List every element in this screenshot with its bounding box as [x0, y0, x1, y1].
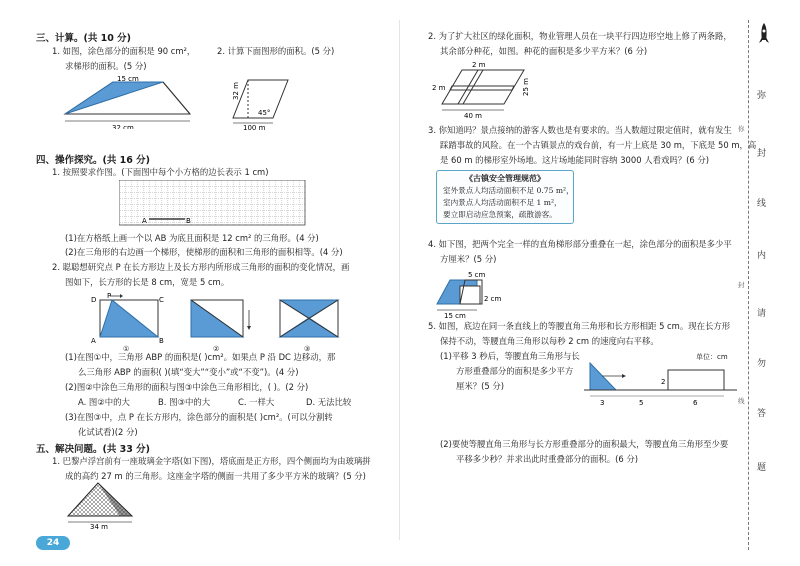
q3-1-text-b: 求梯形的面积。(5 分) [65, 61, 147, 71]
fig-label-2: 2 [661, 378, 666, 386]
margin-char-2: 封 [757, 149, 767, 159]
q5-3-text-c: 是 60 m 的梯形室外场地。这片场地能同时容纳 3000 人看戏吗？(6 分) [440, 155, 709, 165]
roads-bottom-label: 40 m [464, 112, 482, 118]
fig1-name: ① [123, 345, 130, 353]
binding-dashed-line [748, 20, 749, 550]
trapezoid-bottom-label: 32 cm [112, 124, 134, 129]
q5-5-text-a: 5. 如图，底边在同一条直线上的等腰直角三角形和长方形相距 5 cm。现在长方形 [428, 321, 731, 331]
q5-5-1-text-b: 方形重叠部分的面积是多少平方 [456, 366, 574, 376]
margin-char-7: 答 [757, 409, 767, 419]
q4-2-3-text-a: (3)在图③中，点 P 在长方形内，涂色部分的面积是( )cm²。(可以分割转 [65, 412, 333, 422]
q4-2-text-b: 图如下，长方形的长是 8 cm，宽是 5 cm。 [65, 277, 230, 287]
fig3-name: ③ [304, 345, 311, 353]
parallelogram-figure [228, 78, 308, 130]
safety-rules-title: 《古镇安全管理规范》 [465, 174, 545, 183]
margin-small-2: 封 [738, 281, 745, 289]
figure-1 [88, 290, 166, 348]
trapezoids-top-label: 5 cm [468, 271, 486, 279]
q5-5-text-b: 保持不动，等腰直角三角形以每秒 2 cm 的速度向右平移。 [440, 336, 659, 346]
q5-3-text-a: 3. 你知道吗？景点接纳的游客人数也是有要求的。当人数超过限定值时，就有发生 [428, 125, 732, 135]
grid-paper [119, 180, 311, 230]
figure-2 [183, 290, 261, 348]
glass-pyramid [60, 480, 140, 530]
parallelogram-angle-label: 45° [258, 109, 271, 117]
trapezoid-top-label: 15 cm [117, 75, 139, 83]
q3-1-text-a: 1. 如图，涂色部分的面积是 90 cm²， [52, 46, 196, 56]
q5-2-text-b: 其余部分种花，如图。种花的面积是多少平方米？(6 分) [440, 46, 648, 56]
margin-char-4: 内 [757, 251, 767, 261]
q4-2-1-text-a: (1)在图①中，三角形 ABP 的面积是( )cm²。如果点 P 沿 DC 边移动，那 [65, 352, 336, 362]
margin-char-1: 弥 [757, 91, 767, 101]
grid-point-a: A [142, 217, 147, 225]
fig1-label-a: A [91, 337, 96, 345]
q4-2-2-text: (2)图②中涂色三角形的面积与图③中涂色三角形相比，( )。(2 分) [65, 382, 309, 392]
q5-5-1-text-a: (1)平移 3 秒后，等腰直角三角形与长 [440, 351, 580, 361]
fig-label-5: 5 [639, 399, 644, 407]
parallelogram-roads-figure [432, 60, 532, 118]
safety-rule-2: 室内景点人均活动面积不足 1 m²， [443, 198, 562, 207]
rocket-icon [758, 22, 770, 48]
margin-small-3: 线 [738, 397, 745, 405]
section-5-title: 五、解决问题。(共 33 分) [36, 444, 151, 455]
margin-char-6: 勿 [757, 359, 767, 369]
q5-1-text-a: 1. 巴黎卢浮宫前有一座玻璃金字塔(如下图)，塔底面是正方形，四个侧面均为由玻璃拼 [52, 456, 371, 466]
q4-2-option-d: D. 无法比较 [306, 397, 352, 407]
q5-5-1-text-c: 厘米？(5 分) [456, 381, 505, 391]
margin-char-8: 题 [757, 463, 767, 473]
section-3-title: 三、计算。(共 10 分) [36, 33, 132, 44]
q4-2-3-text-b: 化试试看)(2 分) [78, 427, 138, 437]
fig1-label-p: P [107, 292, 112, 300]
page-number: 24 [36, 536, 70, 550]
q5-2-text-a: 2. 为了扩大社区的绿化面积，物业管理人员在一块平行四边形空地上修了两条路， [428, 31, 732, 41]
q4-1-2-text: (2)在三角形的右边画一个梯形，使梯形的面积和三角形的面积相等。(4 分) [65, 247, 343, 257]
roads-side-label: 2 m [432, 84, 446, 92]
q5-5-2-text-b: 平移多少秒？并求出此时重叠部分的面积。(6 分) [456, 454, 639, 464]
trapezoid-figure [55, 74, 205, 129]
column-divider [399, 20, 400, 540]
q5-3-text-b: 踩踏事故的风险。在一个古镇景点的戏台前，有一片上底是 30 m，下底是 50 m，高 [440, 140, 757, 150]
parallelogram-side-label: 32 m [232, 82, 240, 100]
q3-2-text: 2. 计算下面图形的面积。(5 分) [217, 46, 335, 56]
fig-label-6: 6 [693, 399, 698, 407]
q4-2-option-b: B. 图③中的大 [158, 397, 211, 407]
fig2-name: ② [213, 345, 220, 353]
margin-char-3: 线 [757, 199, 767, 209]
q5-1-text-b: 成的高约 27 m 的三角形。这座金字塔的侧面一共用了多少平方米的玻璃？(5 分) [65, 471, 366, 481]
q4-1-1-text: (1)在方格纸上画一个以 AB 为底且面积是 12 cm² 的三角形。(4 分) [65, 233, 319, 243]
parallelogram-bottom-label: 100 m [243, 124, 266, 130]
figure-3 [275, 290, 353, 348]
q5-5-2-text-a: (2)要使等腰直角三角形与长方形重叠部分的面积最大，等腰直角三角形至少要 [440, 439, 729, 449]
q4-2-text-a: 2. 聪聪想研究点 P 在长方形边上及长方形内所形成三角形的面积的变化情况，画 [52, 262, 350, 272]
overlapping-trapezoids-figure [432, 268, 512, 320]
trapezoids-bottom-label: 15 cm [444, 312, 466, 320]
fig1-label-d: D [91, 296, 97, 304]
section-4-title: 四、操作探究。(共 16 分) [36, 155, 151, 166]
grid-point-b: B [186, 217, 191, 225]
q4-2-option-c: C. 一样大 [238, 397, 275, 407]
margin-small-1: 你 [738, 125, 745, 133]
margin-char-5: 请 [757, 309, 767, 319]
unit-label: 单位：cm [696, 353, 728, 361]
safety-rules-box [436, 170, 574, 224]
q4-2-1-text-b: 么三角形 ABP 的面积( )(填“变大”“变小”或“不变”)。(4 分) [78, 367, 299, 377]
fig1-label-c: C [159, 296, 164, 304]
safety-rule-3: 要立即启动应急预案，疏散游客。 [443, 210, 557, 219]
roads-top-label: 2 m [472, 61, 486, 69]
q5-4-text-b: 方厘米？(5 分) [440, 254, 497, 264]
fig-label-3: 3 [600, 399, 605, 407]
pyramid-base-label: 34 m [90, 523, 108, 530]
safety-rule-1: 室外景点人均活动面积不足 0.75 m²， [443, 186, 574, 195]
q4-1-text: 1. 按照要求作图。(下面图中每个小方格的边长表示 1 cm) [52, 167, 269, 177]
q5-4-text-a: 4. 如下图，把两个完全一样的直角梯形部分重叠在一起，涂色部分的面积是多少平 [428, 239, 732, 249]
fig1-label-b: B [159, 337, 164, 345]
trapezoids-side-label: 2 cm [484, 295, 502, 303]
roads-height-label: 25 m [522, 78, 530, 96]
triangle-rectangle-figure [582, 358, 742, 408]
q4-2-option-a: A. 图②中的大 [78, 397, 130, 407]
